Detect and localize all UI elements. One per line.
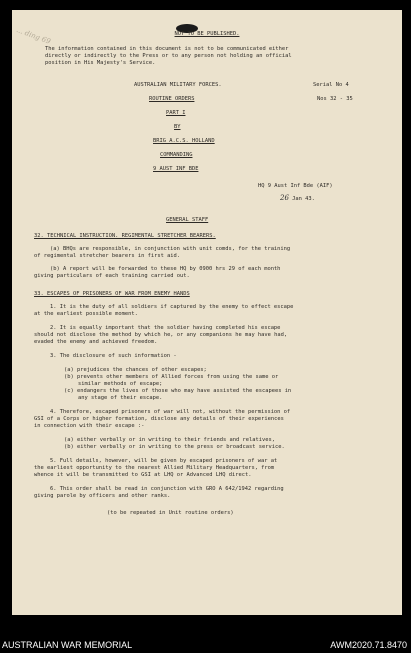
order-type: ROUTINE ORDERS	[149, 96, 195, 102]
item-33-para-5a: 5. Full details, however, will be given by escaped prisoners of war at	[50, 458, 278, 464]
item-33-para-6a: 6. This order shall be read in conjunction with GRO A 642/1942 regarding	[50, 486, 284, 492]
serial-number: Serial No 4	[313, 82, 349, 88]
item-32-b-line-1: (b) A report will be forwarded to these HQ by 0900 hrs 29 of each month	[50, 266, 281, 272]
item-33-para-4a: 4. Therefore, escaped prisoners of war will not, without the permission of	[50, 409, 291, 415]
item-33-para-4-b: (b) either verbally or in writing to the press or broadcast service.	[64, 444, 285, 450]
caveat-line-1: The information contained in this document is not to be communicated either	[45, 46, 289, 52]
item-33-para-3: 3. The disclosure of such information -	[50, 353, 177, 359]
caveat-line-3: position in His Majesty's Service.	[45, 60, 156, 66]
hq-line: HQ 9 Aust Inf Bde (AIF)	[258, 183, 333, 189]
item-33-para-3c-1: (c) endangers the lives of those who may have assisted the escapees in	[64, 388, 292, 394]
footer-accession-number: AWM2020.71.8470	[330, 640, 407, 650]
item-33-para-3b-1: (b) prevents other members of Allied forces from using the same or	[64, 374, 279, 380]
order-numbers: Nos 32 - 35	[317, 96, 353, 102]
item-32-a-line-1: (a) BHQs are responsible, in conjunction with unit comds, for the training	[50, 246, 291, 252]
footer-source: AUSTRALIAN WAR MEMORIAL	[2, 640, 133, 650]
item-33-title: 33. ESCAPES OF PRISONERS OF WAR FROM ENEMY HANDS	[34, 291, 190, 297]
item-33-para-2c: evaded the enemy and achieved freedom.	[34, 339, 158, 345]
date-month-year: Jan 43.	[292, 196, 315, 202]
date-line	[280, 195, 315, 203]
item-33-para-4-a: (a) either verbally or in writing to their friends and relatives,	[64, 437, 275, 443]
section-heading: GENERAL STAFF	[166, 217, 209, 223]
header-not-to-be-published: NOT TO BE PUBLISHED.	[174, 31, 240, 37]
item-33-para-3c-2: any stage of their escape.	[78, 395, 163, 401]
unit-name: 9 AUST INF BDE	[153, 166, 199, 172]
footer-bar	[0, 620, 411, 653]
item-33-para-3a: (a) prejudices the chances of other escapes;	[64, 367, 207, 373]
item-33-para-1a: 1. It is the duty of all soldiers if captured by the enemy to effect escape	[50, 304, 294, 310]
item-33-para-5c: whence it will be transmitted to GSI at LHQ or Advanced LHQ direct.	[34, 472, 252, 478]
officer-name: BRIG A.C.S. HOLLAND	[153, 138, 215, 144]
item-33-para-4b: GSI of a Corps or higher formation, disclose any details of their experiences	[34, 416, 284, 422]
part-heading: PART I	[166, 110, 186, 116]
item-33-para-6b: giving parole by officers and other ranks.	[34, 493, 171, 499]
repeat-note: (to be repeated in Unit routine orders)	[107, 510, 234, 516]
item-33-para-3b-2: similar methods of escape;	[78, 381, 163, 387]
by-heading: BY	[174, 124, 181, 130]
caveat-line-2: directly or indirectly to the Press or to any person not holding an official	[45, 53, 292, 59]
document-page	[12, 10, 402, 615]
handwritten-note: ... ding 69	[15, 26, 52, 46]
item-32-b-line-2: giving particulars of each training carried out.	[34, 273, 190, 279]
item-33-para-2b: should not disclose the method by which he, or any companions he may have had,	[34, 332, 288, 338]
force-title: AUSTRALIAN MILITARY FORCES.	[134, 82, 222, 88]
commanding-heading: COMMANDING	[160, 152, 193, 158]
item-33-para-2a: 2. It is equally important that the soldier having completed his escape	[50, 325, 281, 331]
item-32-a-line-2: of regimental stretcher bearers in first aid.	[34, 253, 181, 259]
handwritten-date: 26	[280, 194, 289, 202]
item-32-title: 32. TECHNICAL INSTRUCTION. REGIMENTAL STRETCHER BEARERS.	[34, 233, 216, 239]
item-33-para-5b: the earliest opportunity to the nearest Allied Military Headquarters, from	[34, 465, 275, 471]
item-33-para-4c: in connection with their escape :-	[34, 423, 145, 429]
item-33-para-1b: at the earliest possible moment.	[34, 311, 138, 317]
